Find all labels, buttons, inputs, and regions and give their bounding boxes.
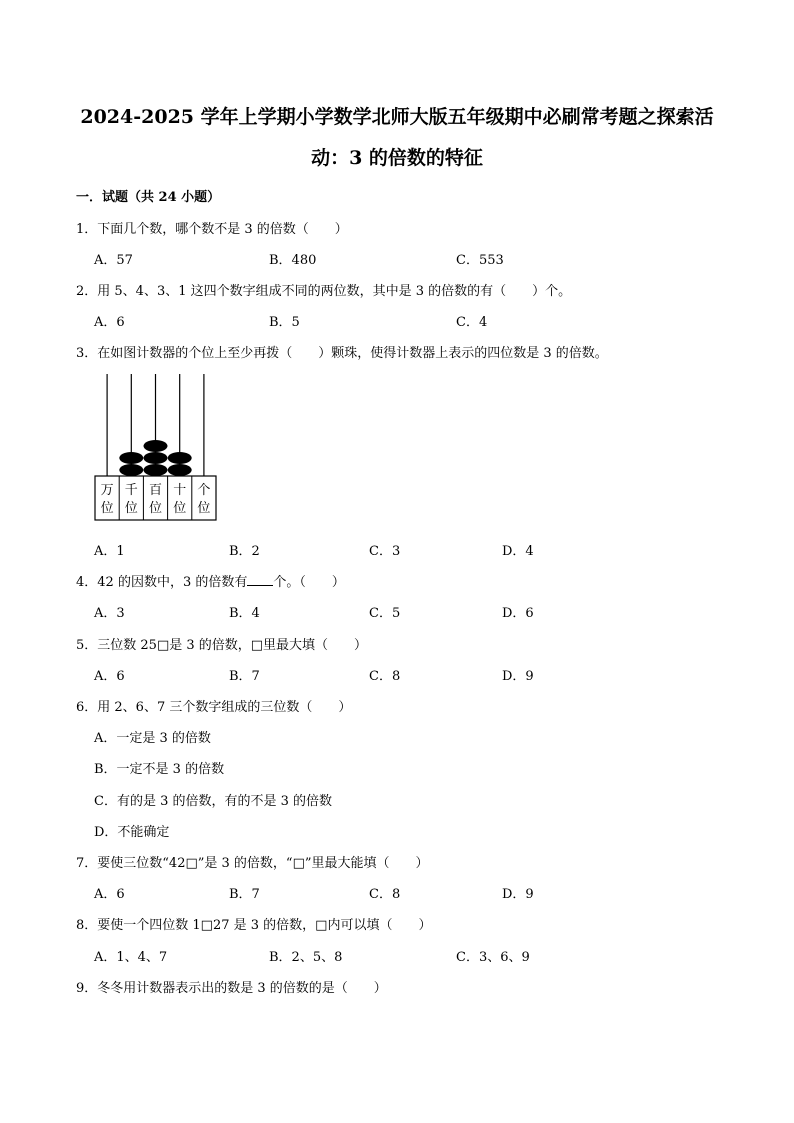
- q3-option-b: B．2: [229, 544, 260, 559]
- question-7-stem: 7．要使三位数“42□”是 3 的倍数，“□”里最大能填（ ）: [76, 856, 429, 871]
- abacus-place-label: 位: [124, 501, 138, 516]
- doc-title-line-1: 2024-2025 学年上学期小学数学北师大版五年级期中必刷常考题之探索活: [80, 106, 714, 128]
- abacus-place-label: 位: [100, 501, 114, 516]
- q7-option-b: B．7: [229, 887, 260, 902]
- q1-option-c: C．553: [456, 253, 504, 268]
- q4-stem-pre: 4．42 的因数中，3 的倍数有: [76, 575, 248, 590]
- abacus-bead: [168, 452, 192, 464]
- doc-title-line-2: 动：3 的倍数的特征: [311, 147, 483, 169]
- q8-option-c: C．3、6、9: [456, 950, 530, 965]
- q7-option-c: C．8: [369, 887, 401, 902]
- q4-option-d: D．6: [502, 606, 534, 621]
- abacus-place-label: 百: [148, 483, 163, 498]
- abacus-place-label: 万: [100, 483, 114, 498]
- q4-option-b: B．4: [229, 606, 260, 621]
- q7-option-d: D．9: [502, 887, 534, 902]
- q6-option-c: C．有的是 3 的倍数，有的不是 3 的倍数: [94, 794, 333, 809]
- q3-option-c: C．3: [369, 544, 401, 559]
- answer-blank: [247, 573, 273, 586]
- question-6-stem: 6．用 2、6、7 三个数字组成的三位数（ ）: [76, 700, 352, 715]
- q3-option-d: D．4: [502, 544, 534, 559]
- abacus-bead: [119, 452, 143, 464]
- abacus-bead: [144, 452, 168, 464]
- question-2-stem: 2．用 5、4、3、1 这四个数字组成不同的两位数，其中是 3 的倍数的有（ ）个。: [76, 284, 572, 299]
- abacus-place-label: 千: [124, 483, 138, 498]
- q6-option-d: D．不能确定: [94, 825, 170, 840]
- question-5-stem: 5．三位数 25□是 3 的倍数，□里最大填（ ）: [76, 638, 368, 653]
- q2-option-b: B．5: [269, 315, 300, 330]
- q2-option-c: C．4: [456, 315, 488, 330]
- q6-option-a: A．一定是 3 的倍数: [94, 731, 211, 746]
- question-3-stem: 3．在如图计数器的个位上至少再拨（ ）颗珠，使得计数器上表示的四位数是 3 的倍数。: [76, 346, 608, 361]
- abacus-place-label: 位: [148, 501, 163, 516]
- question-8-stem: 8．要使一个四位数 1□27 是 3 的倍数，□内可以填（ ）: [76, 918, 432, 933]
- q4-option-a: A．3: [94, 606, 125, 621]
- q6-option-b: B．一定不是 3 的倍数: [94, 762, 225, 777]
- q7-option-a: A．6: [94, 887, 125, 902]
- abacus-bead: [144, 464, 168, 476]
- q3-option-a: A．1: [94, 544, 125, 559]
- question-4-stem: [76, 571, 345, 590]
- q8-option-a: A．1、4、7: [94, 950, 168, 965]
- abacus-place-label: 位: [173, 501, 187, 516]
- question-1-stem: 1．下面几个数，哪个数不是 3 的倍数（ ）: [76, 222, 348, 237]
- section-heading: 一．试题（共 24 小题）: [76, 190, 221, 205]
- q4-stem-post: 个。（ ）: [273, 575, 345, 590]
- q5-option-c: C．8: [369, 669, 401, 684]
- abacus-place-label: 位: [197, 501, 211, 516]
- q5-option-a: A．6: [94, 669, 125, 684]
- question-9-stem: 9．冬冬用计数器表示出的数是 3 的倍数的是（ ）: [76, 981, 387, 996]
- abacus-bead: [168, 464, 192, 476]
- q1-option-b: B．480: [269, 253, 317, 268]
- q4-option-c: C．5: [369, 606, 401, 621]
- abacus-bead: [144, 440, 168, 452]
- abacus-bead: [119, 464, 143, 476]
- abacus-place-label: 十: [173, 483, 187, 498]
- abacus-place-label: 个: [197, 483, 211, 498]
- q5-option-d: D．9: [502, 669, 534, 684]
- q8-option-b: B．2、5、8: [269, 950, 343, 965]
- q2-option-a: A．6: [94, 315, 125, 330]
- abacus-figure: [94, 372, 218, 522]
- q5-option-b: B．7: [229, 669, 260, 684]
- q1-option-a: A．57: [94, 253, 133, 268]
